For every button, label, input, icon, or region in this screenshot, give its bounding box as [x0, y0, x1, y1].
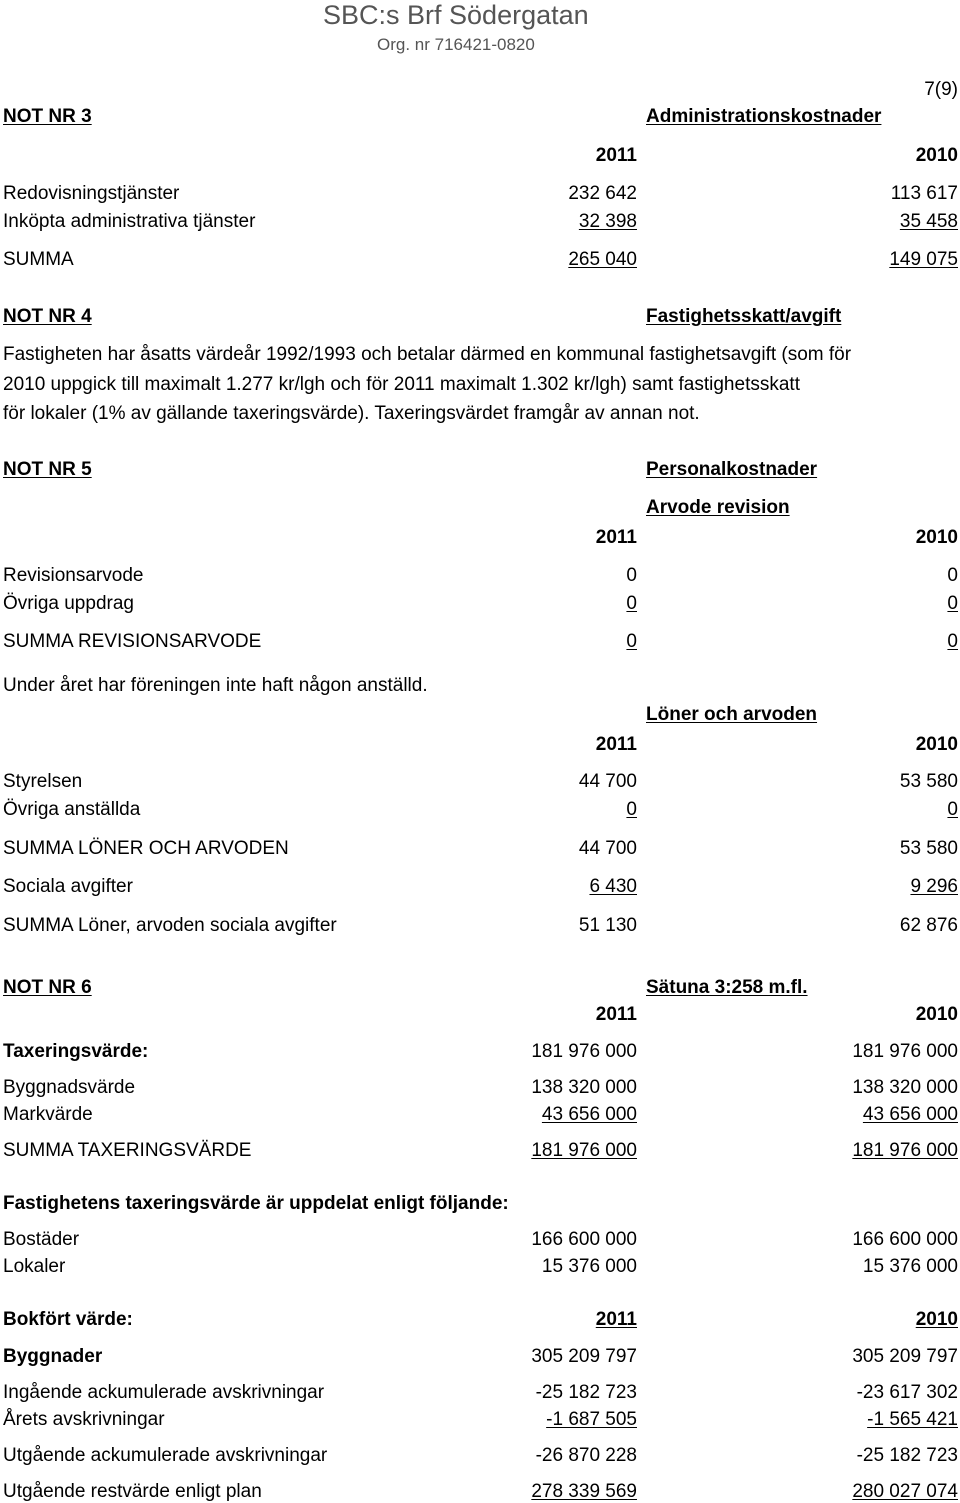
- row-value-2010: 113 617: [890, 183, 958, 204]
- tax-value-2011: 181 976 000: [531, 1041, 637, 1062]
- row-value-2011: 0: [626, 565, 637, 586]
- note-5-title: Personalkostnader: [646, 459, 818, 480]
- row-value-2010: -23 617 302: [856, 1382, 958, 1403]
- row-label: Revisionsarvode: [3, 565, 144, 586]
- row-value-2010: -25 182 723: [856, 1445, 958, 1466]
- sum-value-2010: 0: [947, 631, 958, 652]
- note-3-year-2010: 2010: [915, 145, 958, 166]
- buildings-value-2010: 305 209 797: [852, 1346, 958, 1367]
- note-6-label: NOT NR 6: [3, 977, 92, 998]
- note-3-title: Administrationskostnader: [646, 106, 882, 127]
- note-4-text-line: för lokaler (1% av gällande taxeringsvärde). Taxeringsvärdet framgår av annan not.: [3, 403, 700, 424]
- note-6-year-2010: 2010: [915, 1004, 958, 1025]
- staff-note: Under året har föreningen inte haft någon anställd.: [3, 675, 428, 696]
- row-label: Styrelsen: [3, 771, 83, 792]
- revision-fee-title: Arvode revision: [646, 497, 790, 518]
- sum-label: SUMMA LÖNER OCH ARVODEN: [3, 838, 289, 859]
- note-6-year-2011: 2011: [595, 1004, 637, 1025]
- row-label: Byggnadsvärde: [3, 1077, 136, 1098]
- row-value-2011: 6 430: [589, 876, 637, 897]
- book-year-2010: 2010: [915, 1309, 958, 1330]
- sum-value-2011: 265 040: [568, 249, 637, 270]
- sum-value-2010: 149 075: [889, 249, 958, 270]
- buildings-value-2011: 305 209 797: [531, 1346, 637, 1367]
- row-label: Sociala avgifter: [3, 876, 133, 897]
- row-label: Övriga anställda: [3, 799, 141, 820]
- residual-label: Utgående restvärde enligt plan: [3, 1481, 262, 1502]
- row-value-2010: 0: [947, 565, 958, 586]
- row-label: Årets avskrivningar: [3, 1409, 165, 1430]
- sum-label: SUMMA TAXERINGSVÄRDE: [3, 1140, 252, 1161]
- row-value-2011: 0: [626, 799, 637, 820]
- row-value-2011: 0: [626, 593, 637, 614]
- row-value-2010: 0: [947, 799, 958, 820]
- buildings-label: Byggnader: [3, 1346, 103, 1367]
- row-label: Redovisningstjänster: [3, 183, 180, 204]
- sum-label: SUMMA: [3, 249, 74, 270]
- sum-label: SUMMA REVISIONSARVODE: [3, 631, 262, 652]
- note-4-label: NOT NR 4: [3, 306, 92, 327]
- row-value-2011: -1 687 505: [546, 1409, 637, 1430]
- wages-title: Löner och arvoden: [646, 704, 818, 725]
- row-value-2011: 44 700: [578, 771, 637, 792]
- row-value-2010: -1 565 421: [867, 1409, 958, 1430]
- book-value-heading: Bokfört värde:: [3, 1309, 133, 1330]
- org-number: Org. nr 716421-0820: [377, 35, 535, 54]
- row-value-2011: -26 870 228: [535, 1445, 637, 1466]
- page-number: 7(9): [924, 79, 958, 100]
- note-6-title: Sätuna 3:258 m.fl.: [646, 977, 808, 998]
- row-value-2010: 15 376 000: [862, 1256, 958, 1277]
- sum-value-2011: 44 700: [578, 838, 637, 859]
- row-value-2010: 43 656 000: [862, 1104, 958, 1125]
- sum-value-2011: 0: [626, 631, 637, 652]
- row-value-2011: 166 600 000: [531, 1229, 637, 1250]
- note-4-text-line: 2010 uppgick till maximalt 1.277 kr/lgh och för 2011 maximalt 1.302 kr/lgh) samt fastighetsskatt: [3, 374, 800, 395]
- row-label: Markvärde: [3, 1104, 93, 1125]
- book-year-2011: 2011: [595, 1309, 637, 1330]
- row-label: Lokaler: [3, 1256, 66, 1277]
- row-value-2010: 35 458: [899, 211, 958, 232]
- sum-value-2010: 53 580: [899, 838, 958, 859]
- tax-value-2010: 181 976 000: [852, 1041, 958, 1062]
- sum-value-2010: 181 976 000: [852, 1140, 958, 1161]
- row-label: Övriga uppdrag: [3, 593, 134, 614]
- note-4-text-line: Fastigheten har åsatts värdeår 1992/1993 och betalar därmed en kommunal fastighetsavgift (som för: [3, 344, 852, 365]
- row-value-2011: 232 642: [568, 183, 637, 204]
- tax-split-heading: Fastighetens taxeringsvärde är uppdelat enligt följande:: [3, 1193, 509, 1214]
- total-value-2010: 62 876: [899, 915, 958, 936]
- total-value-2011: 51 130: [578, 915, 637, 936]
- note-5-year-2011: 2011: [595, 527, 637, 548]
- note-3-label: NOT NR 3: [3, 106, 92, 127]
- total-label: SUMMA Löner, arvoden sociala avgifter: [3, 915, 337, 936]
- note-5-year-2010: 2010: [915, 527, 958, 548]
- wages-year-2010: 2010: [915, 734, 958, 755]
- row-value-2011: 43 656 000: [541, 1104, 637, 1125]
- note-5-label: NOT NR 5: [3, 459, 92, 480]
- residual-value-2010: 280 027 074: [852, 1481, 958, 1502]
- residual-value-2011: 278 339 569: [531, 1481, 637, 1502]
- wages-year-2011: 2011: [595, 734, 637, 755]
- row-value-2010: 9 296: [910, 876, 958, 897]
- row-value-2010: 166 600 000: [852, 1229, 958, 1250]
- row-value-2011: -25 182 723: [535, 1382, 637, 1403]
- tax-value-label: Taxeringsvärde:: [3, 1041, 149, 1062]
- row-value-2011: 32 398: [578, 211, 637, 232]
- row-value-2010: 138 320 000: [852, 1077, 958, 1098]
- association-name: SBC:s Brf Södergatan: [323, 0, 589, 30]
- row-label: Bostäder: [3, 1229, 80, 1250]
- row-value-2010: 0: [947, 593, 958, 614]
- sum-value-2011: 181 976 000: [531, 1140, 637, 1161]
- row-label: Utgående ackumulerade avskrivningar: [3, 1445, 328, 1466]
- row-label: Inköpta administrativa tjänster: [3, 211, 256, 232]
- row-value-2011: 15 376 000: [541, 1256, 637, 1277]
- note-3-year-2011: 2011: [595, 145, 637, 166]
- row-value-2011: 138 320 000: [531, 1077, 637, 1098]
- row-value-2010: 53 580: [899, 771, 958, 792]
- row-label: Ingående ackumulerade avskrivningar: [3, 1382, 325, 1403]
- note-4-title: Fastighetsskatt/avgift: [646, 306, 842, 327]
